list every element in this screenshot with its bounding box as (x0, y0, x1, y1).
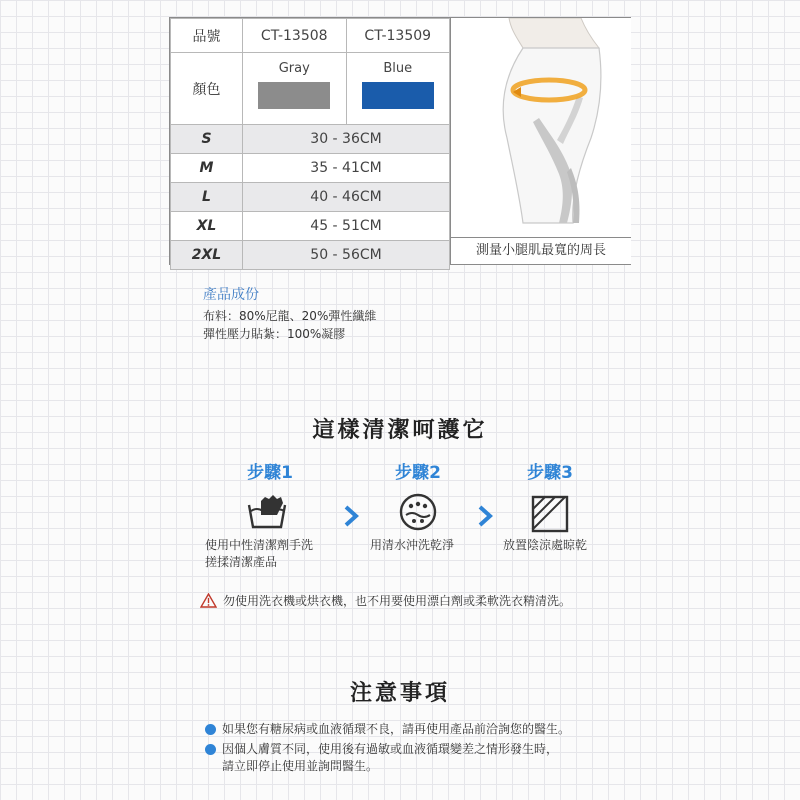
bullet-icon (205, 724, 216, 735)
chevron-right-icon (477, 505, 493, 527)
measure-caption: 測量小腿肌最寬的周長 (451, 237, 631, 264)
step-1-text-line: 使用中性清潔劑手洗 (205, 538, 314, 552)
header-row (171, 19, 450, 53)
composition-title: 產品成份 (203, 287, 259, 303)
note-item (205, 741, 558, 775)
rinse-water-icon (398, 492, 438, 532)
size-label: L (171, 183, 243, 212)
size-range: 30 - 36CM (243, 125, 450, 154)
step-1-title: 步驟1 (247, 463, 293, 483)
size-range: 40 - 46CM (243, 183, 450, 212)
size-row (171, 125, 450, 154)
size-label: 2XL (171, 241, 243, 270)
color-swatch-gray (258, 82, 330, 109)
step-3-text (503, 537, 587, 554)
step-1-text-line: 搓揉清潔產品 (205, 555, 278, 569)
size-label: S (171, 125, 243, 154)
hand-wash-icon (247, 491, 287, 531)
size-row (171, 241, 450, 270)
size-range: 50 - 56CM (243, 241, 450, 270)
warning-text: 勿使用洗衣機或烘衣機，也不用要使用漂白劑或柔軟洗衣精清洗。 (223, 594, 572, 608)
size-range: 35 - 41CM (243, 154, 450, 183)
step-2-text (370, 537, 454, 554)
notes-title: 注意事項 (349, 681, 450, 706)
composition-block (203, 286, 376, 343)
chevron-right-icon (343, 505, 359, 527)
step-3-title: 步驟3 (527, 463, 573, 483)
size-label: M (171, 154, 243, 183)
note-line: 因個人膚質不同，使用後有過敏或血液循環變差之情形發生時， (222, 742, 559, 756)
cleaning-warning (200, 592, 571, 609)
step-1-text (205, 537, 313, 571)
size-label: XL (171, 212, 243, 241)
product-code-gray: CT-13508 (243, 19, 347, 53)
step-3-text-line: 放置陰涼處晾乾 (503, 538, 588, 552)
size-row (171, 154, 450, 183)
color-name-blue: Blue (383, 61, 413, 76)
size-table (169, 17, 631, 265)
color-option-gray (243, 53, 347, 125)
composition-line: 彈性壓力貼紮：100%凝膠 (203, 327, 346, 341)
calf-sleeve-illustration (451, 18, 631, 238)
step-2-text-line: 用清水沖洗乾淨 (370, 538, 455, 552)
note-item (205, 721, 570, 738)
item-number-label: 品號 (171, 19, 243, 53)
composition-line: 布料：80%尼龍、20%彈性纖維 (203, 309, 377, 323)
color-option-blue (346, 53, 450, 125)
leg-illustration-panel (450, 18, 631, 264)
note-line: 請立即停止使用並詢問醫生。 (222, 759, 379, 773)
bullet-icon (205, 744, 216, 755)
color-swatch-blue (362, 82, 434, 109)
color-name-gray: Gray (278, 61, 310, 76)
size-row (171, 212, 450, 241)
size-range: 45 - 51CM (243, 212, 450, 241)
color-row (171, 53, 450, 125)
size-row (171, 183, 450, 212)
color-label: 顏色 (171, 53, 243, 125)
step-2-title: 步驟2 (395, 463, 441, 483)
size-grid (170, 18, 450, 270)
cleaning-title: 這樣清潔呵護它 (312, 418, 488, 443)
warning-icon (200, 593, 217, 608)
product-code-blue: CT-13509 (346, 19, 450, 53)
note-line: 如果您有糖尿病或血液循環不良，請再使用產品前洽詢您的醫生。 (222, 722, 571, 736)
dry-shade-icon (530, 494, 570, 534)
